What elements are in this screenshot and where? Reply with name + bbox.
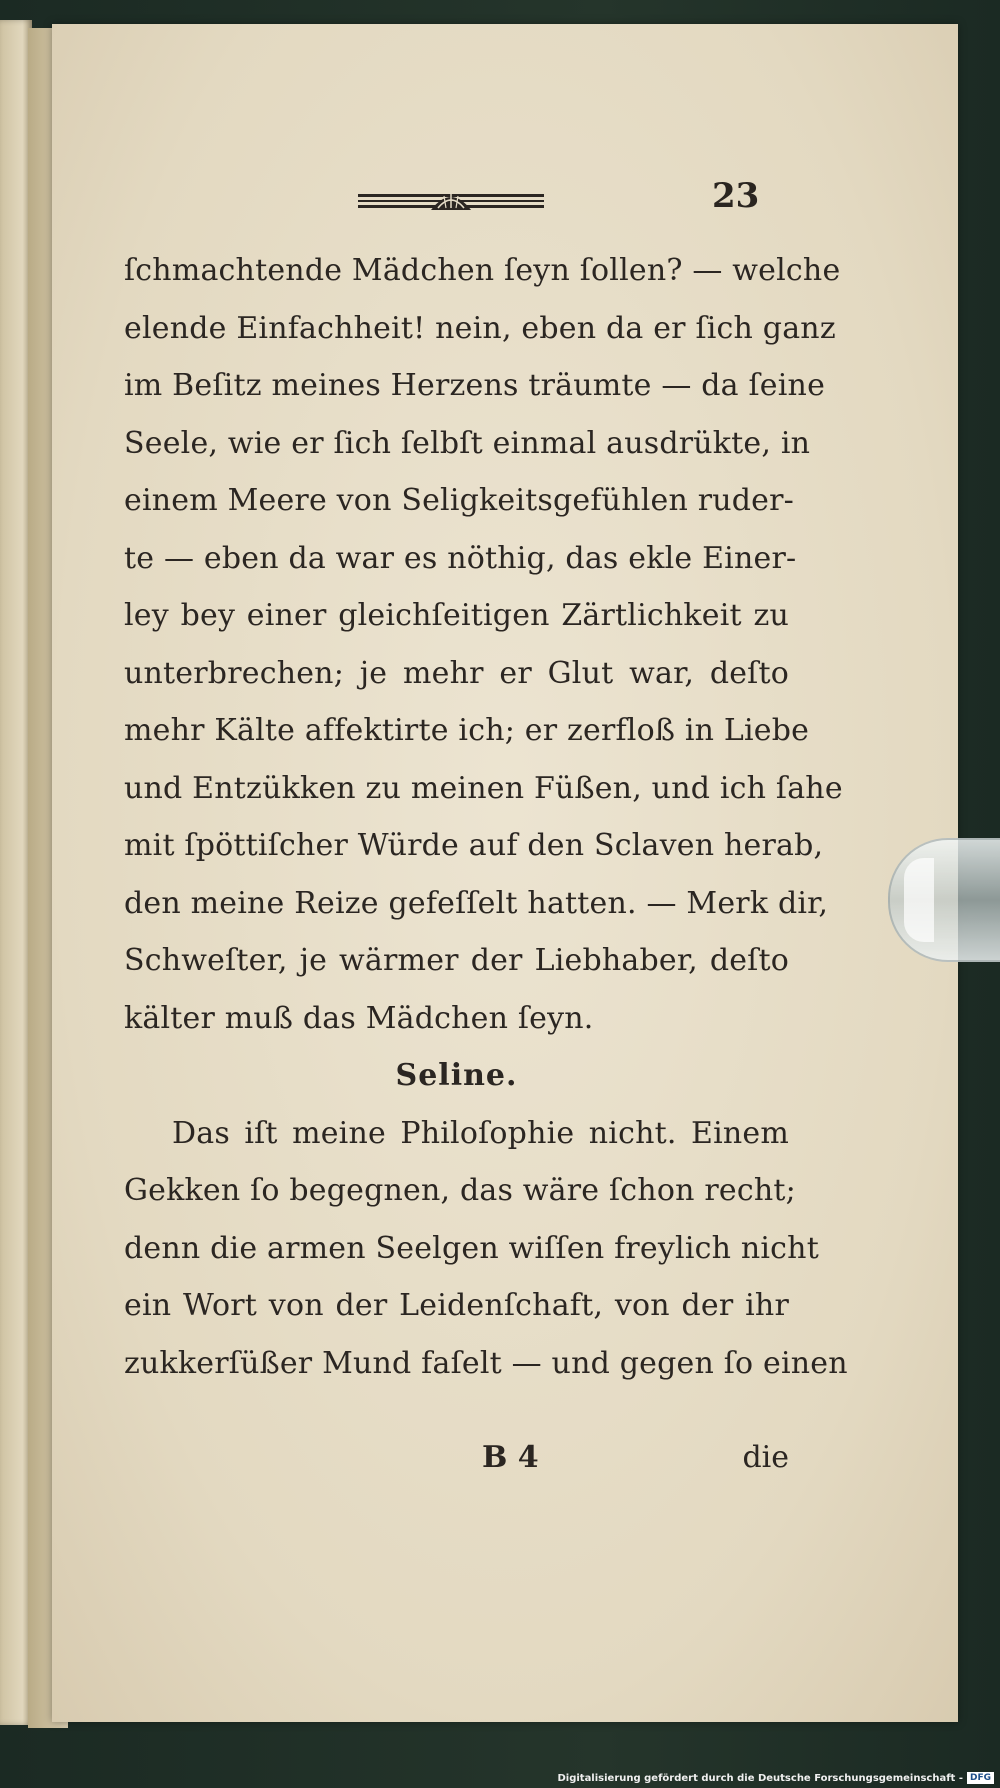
page-header [52,172,958,232]
signature-mark: B 4 [482,1440,539,1475]
reply-line: zukkerſüßer Mund faſelt — und gegen ſo einen [124,1345,848,1381]
text-line: ſchmachtende Mädchen ſeyn ſollen? — welche [124,253,841,288]
text-line: kälter muß das Mädchen ſeyn. [124,1000,594,1036]
text-line: te — eben da war es nöthig, das ekle Einer- [124,540,797,576]
reply-line: Gekken ſo begegnen, das wäre ſchon recht; [124,1173,796,1208]
page-footer [124,1434,789,1484]
text-line: den meine Reize gefeſſelt hatten. — Merk dir, [124,885,829,921]
text-line: mehr Kälte affektirte ich; er zerfloß in Liebe [124,713,810,748]
credit-text: Digitalisierung gefördert durch die Deutsche Forschungsgemeinschaft - [557,1773,963,1784]
header-ornament-icon [358,188,544,214]
reply-line: denn die armen Seelgen wiſſen freylich nicht [124,1230,819,1266]
text-line: elende Einfachheit! nein, eben da er ſich ganz [124,310,836,346]
catchword: die [742,1440,789,1475]
page-number: 23 [712,176,760,216]
book-page [52,24,958,1722]
text-line: einem Meere von Seligkeitsgefühlen ruder- [124,483,795,518]
clip-highlight [904,858,934,942]
speaker-name: Seline. [395,1058,518,1093]
text-line: Schweſter, je wärmer der Liebhaber, deſto [124,943,789,978]
text-line: im Beſitz meines Herzens träumte — da ſeine [124,368,826,403]
reply-line: Das iſt meine Philoſophie nicht. Einem [172,1115,789,1151]
text-line: und Entzükken zu meinen Füßen, und ich ſahe [124,770,843,806]
text-line: unterbrechen; je mehr er Glut war, deſto [124,655,789,691]
page-text [124,242,848,1392]
dfg-logo-icon: DFG [967,1772,994,1784]
text-line: mit ſpöttiſcher Würde auf den Sclaven herab, [124,828,824,863]
reply-line: ein Wort von der Leidenſchaft, von der ihr [124,1288,789,1323]
text-line: ley bey einer gleichſeitigen Zärtlichkeit zu [124,598,789,633]
digitization-credit [557,1772,994,1784]
page-clip [888,838,1000,962]
text-line: Seele, wie er ſich ſelbſt einmal ausdrükte, in [124,425,811,461]
